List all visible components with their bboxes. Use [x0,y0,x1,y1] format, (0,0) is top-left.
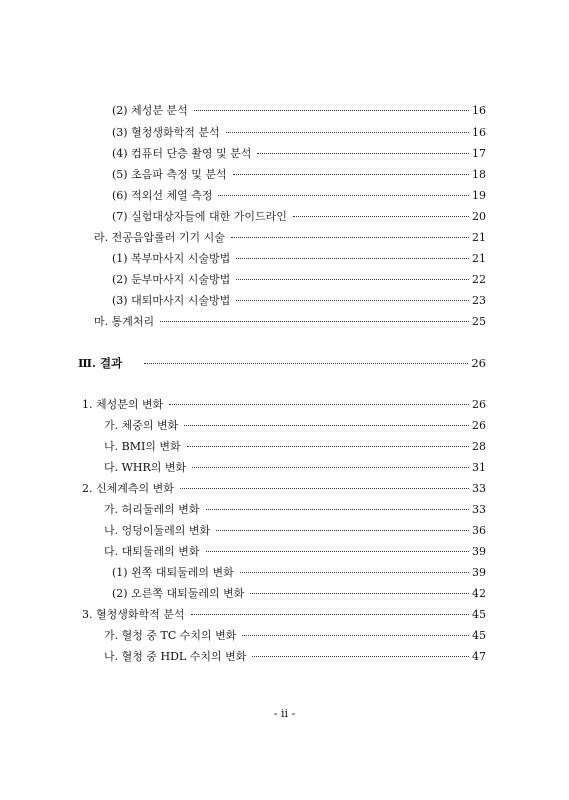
toc-label: 라. 전공음압롤러 기기 시술 [94,231,225,244]
toc-label: 다. WHR의 변화 [104,461,187,474]
toc-page-number: 33 [472,503,486,516]
toc-entry[interactable] [94,315,486,329]
toc-label: (2) 오른쪽 대퇴둘레의 변화 [112,587,245,600]
dot-leader [216,530,469,531]
dot-leader [144,363,468,364]
toc-page-number: 17 [472,147,486,160]
toc-label: (3) 혈청생화학적 분석 [112,126,220,139]
dot-leader [236,300,469,301]
toc-label: 가. 혈청 중 TC 수치의 변화 [104,629,237,642]
dot-leader [187,446,469,447]
toc-page-number: 39 [472,545,486,558]
toc-label: 가. 허리둘레의 변화 [104,503,200,516]
toc-entry[interactable] [112,210,486,224]
dot-leader [180,488,469,489]
toc-page-number: 21 [472,252,486,265]
toc-label: (6) 적외선 체열 측정 [112,189,213,202]
toc-page-number: 18 [472,168,486,181]
toc-label: (3) 대퇴마사지 시술방법 [112,294,231,307]
toc-entry[interactable] [82,608,486,622]
toc-page-number: 25 [472,315,486,328]
toc-label: 3. 혈청생화학적 분석 [82,608,185,621]
toc-entry[interactable] [112,587,486,601]
dot-leader [252,656,469,657]
dot-leader [257,153,469,154]
toc-entry[interactable] [104,461,486,475]
toc-page-number: 21 [472,231,486,244]
toc-label: (7) 실험대상자들에 대한 가이드라인 [112,210,287,223]
toc-page-number: 45 [472,608,486,621]
toc-chapter-entry[interactable] [78,356,486,370]
toc-entry[interactable] [104,524,486,538]
toc-entry[interactable] [112,189,486,203]
toc-label: 나. 혈청 중 HDL 수치의 변화 [104,650,247,663]
toc-label: (2) 체성분 분석 [112,104,188,117]
toc-label: (2) 둔부마사지 시술방법 [112,273,231,286]
dot-leader [233,174,469,175]
toc-entry[interactable] [104,650,486,664]
dot-leader [184,425,469,426]
dot-leader [192,467,469,468]
dot-leader [194,110,469,111]
toc-page-number: 20 [472,210,486,223]
toc-entry[interactable] [112,126,486,140]
toc-label: (4) 컴퓨터 단층 촬영 및 분석 [112,147,252,160]
toc-entry[interactable] [112,273,486,287]
toc-page-number: 26 [472,398,486,411]
toc-page-number: 26 [471,356,486,370]
toc-page-number: 31 [472,461,486,474]
dot-leader [169,404,469,405]
toc-label: (5) 초음파 측정 및 분석 [112,168,227,181]
toc-page-number: 26 [472,419,486,432]
dot-leader [191,614,470,615]
toc-page-number: 42 [472,587,486,600]
dot-leader [242,635,469,636]
dot-leader [236,279,469,280]
toc-label: 2. 신체계측의 변화 [82,482,174,495]
dot-leader [240,572,469,573]
toc-label: 나. BMI의 변화 [104,440,181,453]
toc-page-number: 36 [472,524,486,537]
toc-entry[interactable] [104,629,486,643]
dot-leader [231,237,469,238]
toc-entry[interactable] [82,398,486,412]
toc-entry[interactable] [112,104,486,118]
toc-entry[interactable] [104,503,486,517]
dot-leader [218,195,469,196]
toc-entry[interactable] [112,252,486,266]
toc-entry[interactable] [104,440,486,454]
page-number-footer: - ii - [273,707,296,720]
dot-leader [206,551,470,552]
dot-leader [206,509,470,510]
toc-page-number: 19 [472,189,486,202]
toc-entry[interactable] [112,294,486,308]
toc-page-number: 45 [472,629,486,642]
toc-entry[interactable] [112,168,486,182]
dot-leader [250,593,469,594]
toc-entry[interactable] [104,419,486,433]
toc-page-number: 47 [472,650,486,663]
toc-entry[interactable] [82,482,486,496]
toc-entry[interactable] [104,545,486,559]
toc-chapter-label: Ⅲ. 결과 [78,356,123,370]
dot-leader [236,258,469,259]
toc-label: 1. 체성분의 변화 [82,398,164,411]
toc-label: 마. 통계처리 [94,315,155,328]
toc-entry[interactable] [94,231,486,245]
toc-label: (1) 왼쪽 대퇴둘레의 변화 [112,566,234,579]
toc-page-number: 33 [472,482,486,495]
toc-entry[interactable] [112,147,486,161]
toc-page-number: 28 [472,440,486,453]
dot-leader [226,132,469,133]
toc-label: (1) 복부마사지 시술방법 [112,252,231,265]
toc-page-number: 23 [472,294,486,307]
toc-page-number: 39 [472,566,486,579]
toc-page-number: 22 [472,273,486,286]
toc-label: 다. 대퇴둘레의 변화 [104,545,200,558]
dot-leader [293,216,469,217]
toc-page-number: 16 [472,126,486,139]
toc-page-number: 16 [472,104,486,117]
toc-entry[interactable] [112,566,486,580]
dot-leader [160,321,469,322]
toc-label: 가. 체중의 변화 [104,419,179,432]
toc-label: 나. 엉덩이둘레의 변화 [104,524,211,537]
